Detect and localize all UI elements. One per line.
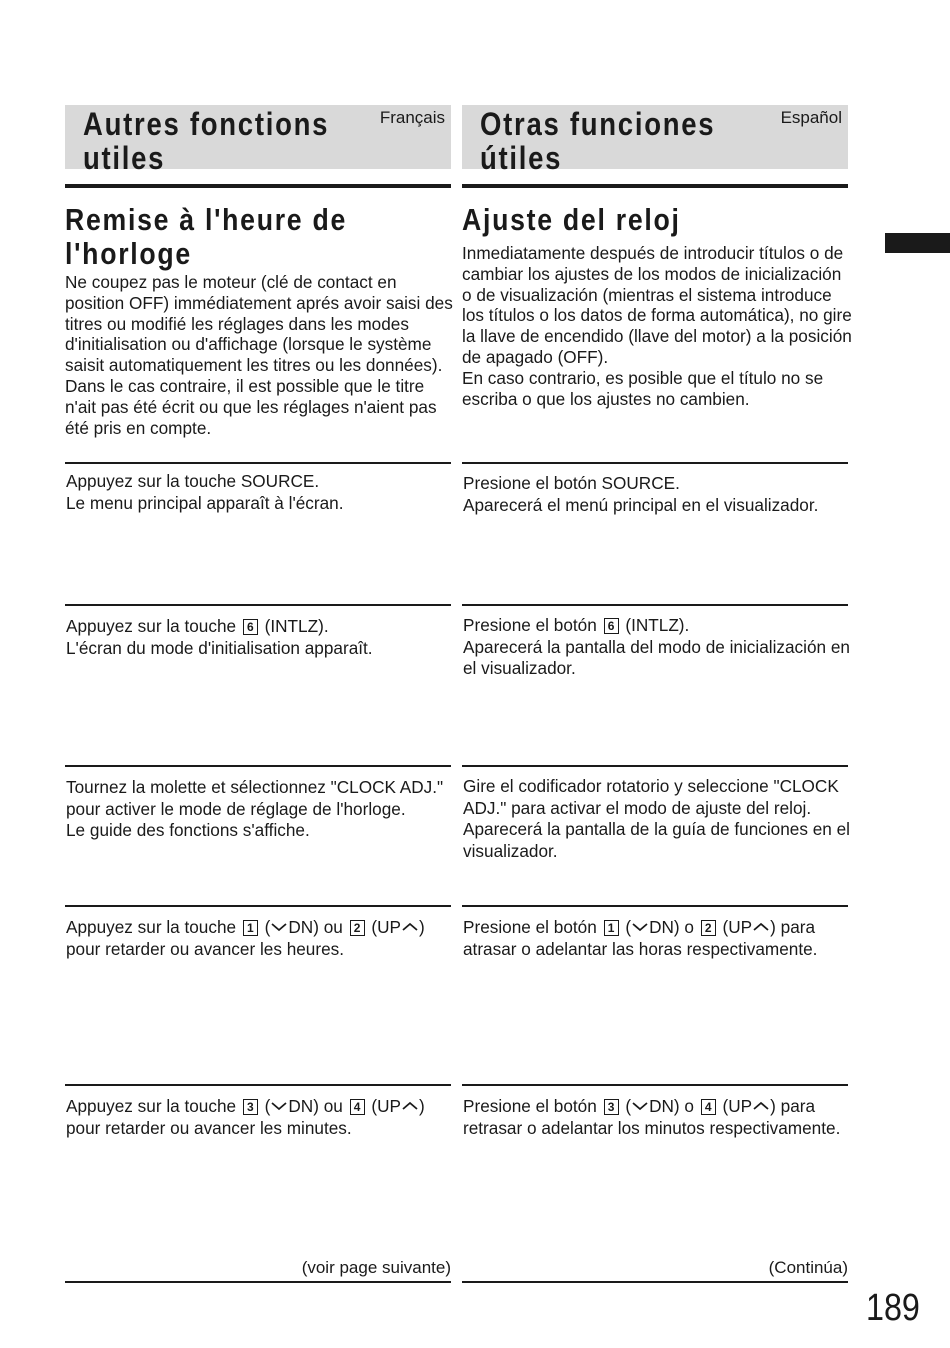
step-text: Gire el codificador rotatorio y seleccione "CLOCK ADJ." para activar el modo de ajuste del reloj. — [463, 776, 839, 818]
step-divider — [65, 1084, 451, 1086]
step-text: ) para retrasar o adelantar los minutos respectivamente. — [463, 1096, 841, 1138]
step-text: ) para atrasar o adelantar las horas respectivamente. — [463, 917, 818, 959]
step-text: ( — [264, 917, 271, 937]
step-text: DN) ou — [288, 917, 343, 937]
step-5 — [463, 1096, 851, 1139]
chevron-up-icon — [402, 922, 418, 932]
step-divider — [462, 905, 848, 907]
key-4-icon: 4 — [350, 1099, 365, 1115]
step-text: ) pour retarder ou avancer les minutes. — [66, 1096, 425, 1138]
step-text: Presione el botón — [463, 615, 597, 635]
section-header — [462, 105, 848, 176]
step-1 — [463, 473, 851, 516]
key-6-icon: 6 — [243, 619, 258, 635]
step-text: ) pour retarder ou avancer les heures. — [66, 917, 425, 959]
step-4 — [66, 917, 454, 960]
step-text: Aparecerá la pantalla del modo de inicialización en el visualizador. — [463, 636, 850, 679]
language-label: Español — [780, 108, 842, 127]
step-text: Presione el botón — [463, 917, 597, 937]
step-text: Presione el botón SOURCE. — [463, 473, 680, 493]
intro-text — [65, 272, 455, 438]
step-2 — [66, 616, 454, 659]
bottom-divider — [462, 1281, 848, 1283]
step-text: Aparecerá la pantalla de la guía de funciones en el visualizador. — [463, 819, 850, 861]
intro-text — [462, 243, 852, 409]
step-text: Appuyez sur la touche — [66, 1096, 237, 1116]
key-6-icon: 6 — [604, 618, 619, 634]
step-text: Tournez la molette et sélectionnez "CLOCK ADJ." pour activer le mode de réglage de l'horloge. — [66, 777, 444, 819]
step-text: Le guide des fonctions s'affiche. — [66, 820, 310, 841]
chevron-down-icon — [271, 922, 287, 932]
chevron-up-icon — [753, 1101, 769, 1111]
step-text: ( — [625, 917, 632, 937]
step-text: Aparecerá el menú principal en el visualizador. — [463, 494, 819, 515]
chevron-up-icon — [402, 1101, 418, 1111]
key-1-icon: 1 — [243, 920, 258, 936]
step-divider — [65, 905, 451, 907]
step-2 — [463, 615, 851, 680]
step-text: DN) o — [649, 1096, 694, 1116]
header-divider — [462, 184, 848, 188]
step-text: (UP — [371, 1096, 401, 1116]
step-text: ( — [625, 1096, 632, 1116]
header-title: Otras funciones útiles — [480, 106, 716, 176]
step-text: Appuyez sur la touche — [66, 917, 237, 937]
section-title: Remise à l'heure de l'horloge — [65, 202, 348, 271]
header-title: Autres fonctions utiles — [83, 106, 330, 176]
language-label: Français — [379, 108, 445, 127]
step-text: ( — [264, 1096, 271, 1116]
bottom-divider — [65, 1281, 451, 1283]
page-number: 189 — [866, 1287, 920, 1329]
chevron-down-icon — [632, 922, 648, 932]
step-text: (INTLZ). — [625, 615, 690, 635]
step-text: (UP — [722, 917, 753, 937]
intro-paragraph: Dans le cas contraire, il est possible que le titre n'ait pas été écrit ou que les réglages n'aient pas été pris en compte. — [65, 375, 437, 438]
step-divider — [65, 765, 451, 767]
key-3-icon: 3 — [604, 1099, 619, 1115]
key-1-icon: 1 — [604, 920, 619, 936]
step-3 — [463, 776, 851, 862]
step-text: DN) ou — [288, 1096, 343, 1116]
step-5 — [66, 1096, 454, 1139]
continued-note: (voir page suivante) — [301, 1258, 451, 1277]
chevron-down-icon — [271, 1101, 287, 1111]
step-text: L'écran du mode d'initialisation apparaît. — [66, 637, 373, 658]
step-4 — [463, 917, 851, 960]
section-title: Ajuste del reloj — [462, 202, 681, 237]
chevron-down-icon — [632, 1101, 648, 1111]
key-2-icon: 2 — [701, 920, 716, 936]
step-text: Appuyez sur la touche SOURCE. — [66, 471, 320, 491]
step-text: (UP — [371, 917, 401, 937]
step-text: Presione el botón — [463, 1096, 597, 1116]
step-divider — [65, 462, 451, 464]
step-divider — [462, 462, 848, 464]
key-2-icon: 2 — [350, 920, 365, 936]
intro-paragraph: Ne coupez pas le moteur (clé de contact en position OFF) immédiatement aprés avoir saisi des titres ou modifié les réglages dans les modes d'initialisation ou d'affichage (lorsque le système saisit automatiquement les titres ou les données). — [65, 272, 453, 376]
chapter-tab — [885, 233, 950, 253]
step-text: Appuyez sur la touche — [66, 616, 237, 636]
step-divider — [462, 1084, 848, 1086]
step-text: (UP — [722, 1096, 753, 1116]
step-text: (INTLZ). — [264, 616, 329, 636]
step-divider — [462, 765, 848, 767]
step-divider — [65, 604, 451, 606]
step-3 — [66, 777, 454, 842]
step-text: Le menu principal apparaît à l'écran. — [66, 492, 344, 513]
step-text: DN) o — [649, 917, 694, 937]
step-divider — [462, 604, 848, 606]
section-header — [65, 105, 451, 176]
intro-paragraph: En caso contrario, es posible que el título no se escriba o que los ajustes no cambien. — [462, 367, 824, 409]
chevron-up-icon — [753, 922, 769, 932]
continued-note: (Continúa) — [768, 1258, 848, 1277]
key-3-icon: 3 — [243, 1099, 258, 1115]
step-1 — [66, 471, 454, 514]
header-divider — [65, 184, 451, 188]
key-4-icon: 4 — [701, 1099, 716, 1115]
intro-paragraph: Inmediatamente después de introducir títulos o de cambiar los ajustes de los modos de inicialización o de visualización (mientras el sistema introduce los títulos o los datos de forma automática), no gire la llave de encendido (llave del motor) a la posición de apagado (OFF). — [462, 243, 852, 367]
